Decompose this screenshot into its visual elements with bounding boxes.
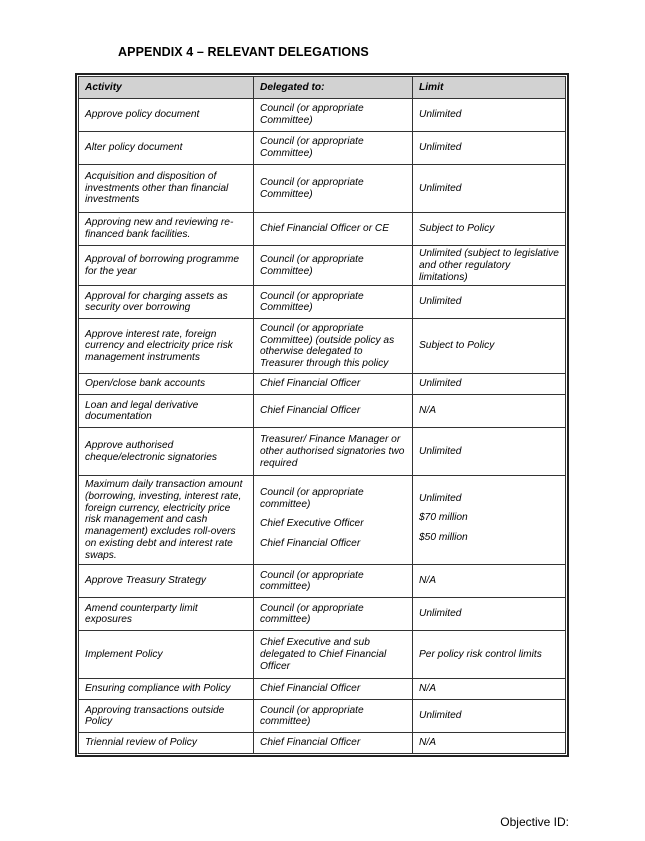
delegated-cell: Council (or appropriate committee) — [254, 700, 413, 733]
activity-cell: Acquisition and disposition of investments other than financial investments — [79, 165, 254, 213]
activity-cell: Approval for charging assets as security over borrowing — [79, 286, 254, 319]
activity-cell: Implement Policy — [79, 631, 254, 679]
delegated-cell: Council (or appropriate Committee) — [254, 165, 413, 213]
delegated-line: Chief Executive Officer — [260, 518, 364, 530]
activity-cell: Maximum daily transaction amount (borrowing, investing, interest rate, foreign currency, electricity price risk management and cash management) excludes roll-overs on existing debt and interest rate swaps. — [79, 476, 254, 565]
table-row — [79, 286, 566, 319]
limit-cell — [413, 476, 566, 565]
delegated-cell: Council (or appropriate Committee) — [254, 132, 413, 165]
activity-cell: Ensuring compliance with Policy — [79, 679, 254, 700]
limit-cell: N/A — [413, 733, 566, 754]
table-row — [79, 679, 566, 700]
activity-cell: Approve interest rate, foreign currency and electricity price risk management instruments — [79, 319, 254, 374]
limit-line: $50 million — [419, 532, 468, 544]
delegated-cell: Council (or appropriate Committee) — [254, 246, 413, 286]
delegated-cell: Chief Executive and sub delegated to Chief Financial Officer — [254, 631, 413, 679]
limit-cell: Unlimited — [413, 165, 566, 213]
activity-cell: Approve authorised cheque/electronic signatories — [79, 428, 254, 476]
activity-cell: Approve policy document — [79, 99, 254, 132]
page-title: APPENDIX 4 – RELEVANT DELEGATIONS — [118, 45, 369, 59]
table-row — [79, 395, 566, 428]
limit-cell: Unlimited (subject to legislative and other regulatory limitations) — [413, 246, 566, 286]
limit-line: Unlimited — [419, 492, 462, 504]
delegated-line: Council (or appropriate committee) — [260, 486, 364, 510]
header-delegated-to: Delegated to: — [254, 77, 413, 99]
limit-cell: Per policy risk control limits — [413, 631, 566, 679]
delegated-cell: Chief Financial Officer — [254, 733, 413, 754]
activity-cell: Triennial review of Policy — [79, 733, 254, 754]
limit-cell: Unlimited — [413, 374, 566, 395]
table-row — [79, 733, 566, 754]
activity-cell: Approval of borrowing programme for the year — [79, 246, 254, 286]
delegations-table — [78, 76, 566, 754]
delegated-cell — [254, 476, 413, 565]
header-activity: Activity — [79, 77, 254, 99]
limit-cell: Unlimited — [413, 286, 566, 319]
table-row — [79, 374, 566, 395]
delegated-cell: Council (or appropriate committee) — [254, 565, 413, 598]
activity-cell: Amend counterparty limit exposures — [79, 598, 254, 631]
limit-cell: N/A — [413, 565, 566, 598]
activity-cell: Alter policy document — [79, 132, 254, 165]
table-row — [79, 213, 566, 246]
delegated-cell: Council (or appropriate Committee) (outside policy as otherwise delegated to Treasurer through this policy — [254, 319, 413, 374]
table-row — [79, 565, 566, 598]
delegated-cell: Council (or appropriate committee) — [254, 598, 413, 631]
delegated-cell: Chief Financial Officer — [254, 374, 413, 395]
table-row — [79, 165, 566, 213]
delegated-cell: Council (or appropriate Committee) — [254, 286, 413, 319]
activity-cell: Open/close bank accounts — [79, 374, 254, 395]
limit-line: $70 million — [419, 512, 468, 524]
limit-cell: Subject to Policy — [413, 213, 566, 246]
table-row — [79, 428, 566, 476]
limit-cell: Unlimited — [413, 700, 566, 733]
activity-cell: Loan and legal derivative documentation — [79, 395, 254, 428]
limit-cell: Unlimited — [413, 132, 566, 165]
delegated-line: Chief Financial Officer — [260, 538, 361, 550]
delegations-table-frame — [75, 73, 569, 757]
limit-cell: N/A — [413, 395, 566, 428]
activity-cell: Approving new and reviewing re-financed bank facilities. — [79, 213, 254, 246]
activity-cell: Approve Treasury Strategy — [79, 565, 254, 598]
table-row — [79, 700, 566, 733]
delegated-cell: Chief Financial Officer or CE — [254, 213, 413, 246]
activity-cell: Approving transactions outside Policy — [79, 700, 254, 733]
table-row — [79, 319, 566, 374]
limit-cell: Unlimited — [413, 99, 566, 132]
table-row — [79, 631, 566, 679]
limit-cell: Unlimited — [413, 598, 566, 631]
table-row — [79, 99, 566, 132]
delegated-cell: Council (or appropriate Committee) — [254, 99, 413, 132]
limit-cell: Subject to Policy — [413, 319, 566, 374]
table-row — [79, 132, 566, 165]
table-row — [79, 476, 566, 565]
delegated-cell: Treasurer/ Finance Manager or other authorised signatories two required — [254, 428, 413, 476]
table-row — [79, 598, 566, 631]
limit-cell: Unlimited — [413, 428, 566, 476]
delegated-cell: Chief Financial Officer — [254, 395, 413, 428]
table-row — [79, 246, 566, 286]
delegated-cell: Chief Financial Officer — [254, 679, 413, 700]
table-header-row — [79, 77, 566, 99]
limit-cell: N/A — [413, 679, 566, 700]
header-limit: Limit — [413, 77, 566, 99]
objective-id-label: Objective ID: — [500, 815, 569, 829]
